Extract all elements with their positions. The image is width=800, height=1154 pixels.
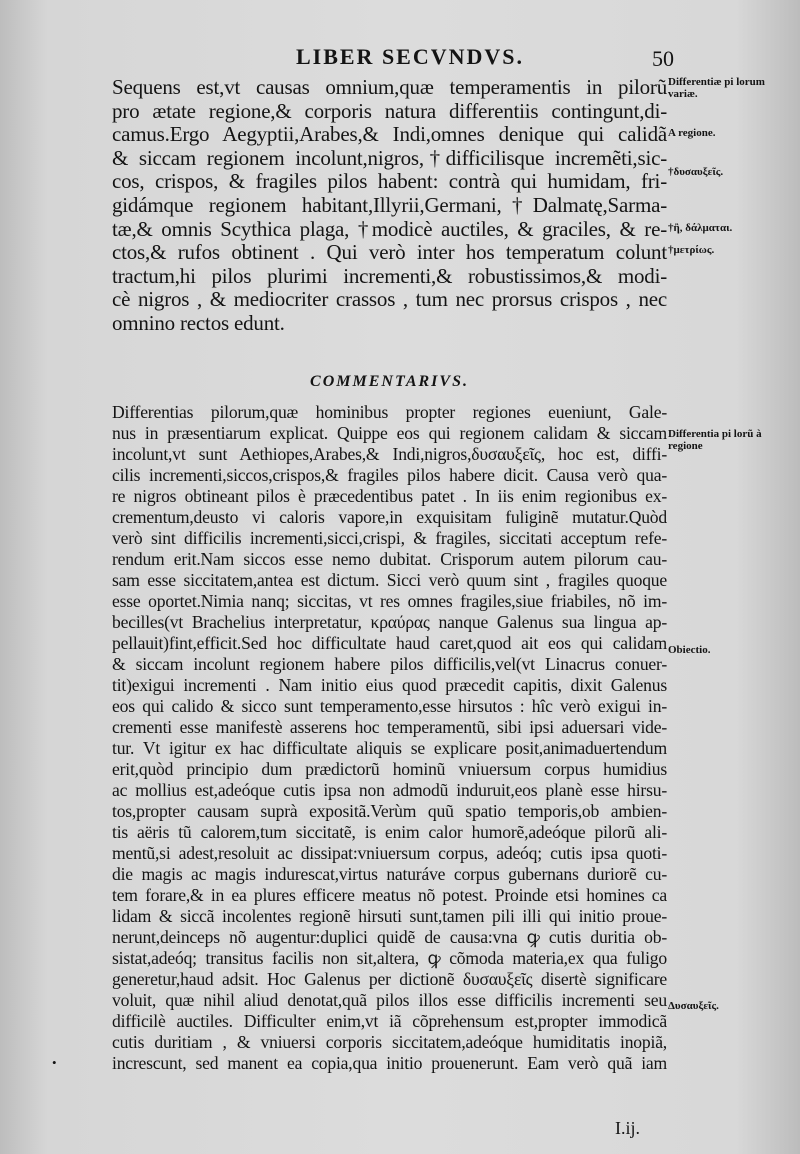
text-line: crementum,deusto vi caloris vapore,in exquisitam fuliginẽ mutatur.Quòd <box>112 507 667 527</box>
text-line: incolunt,vt sunt Aethiopes,Arabes,& Indi,nigros,δυσαυξεῖς, hoc est, diffi- <box>112 444 667 464</box>
text-line: lidam & siccã incolentes regionẽ hirsuti sunt,tamen pili illi qui initio proue- <box>112 906 667 926</box>
text-line: esse oportet.Nimia nanq; siccitas, vt res omnes fragiles,siue friabiles, nõ im- <box>112 591 667 611</box>
text-line: verò sint difficilis incrementi,sicci,crispi, & fragiles, siccitati acceptum refe- <box>112 528 667 548</box>
text-line: tis aëris tũ calorem,tum siccitatẽ, is enim calor humorẽ,adeóque pilorũ ali- <box>112 822 667 842</box>
text-line: camus.Ergo Aegyptii,Arabes,& Indi,omnes denique qui calidã <box>112 122 667 147</box>
text-line: Differentias pilorum,quæ hominibus propter regiones eueniunt, Gale- <box>112 402 667 422</box>
text-line: erit,quòd principio dum prædictorũ hominũ vniuersum corpus humidius <box>112 759 667 779</box>
text-line: mentũ,si adest,resoluit ac dissipat:vniuersum corpus, adeóq; cutis ipsa quoti- <box>112 843 667 863</box>
text-line: pellauit)fint,efficit.Sed hoc difficultate haud caret,quod ait eos qui calidam <box>112 633 667 653</box>
main-text-block <box>112 76 667 336</box>
text-line: tur. Vt igitur ex hac difficultate aliquis se explicare posit,animaduertendum <box>112 738 667 758</box>
running-head: LIBER SECVNDVS. <box>295 44 525 69</box>
signature-mark: I.ij. <box>615 1118 640 1138</box>
page-number: 50 <box>652 46 674 71</box>
text-line: eos qui calido & sicco sunt temperamento,esse hirsutos : hîc verò exigui in- <box>112 696 667 716</box>
text-line: tos,propter causam suprà expositã.Verùm quũ spatio temporis,ob ambien- <box>112 801 667 821</box>
text-line: cutis duritiam , & vniuersi corporis siccitatem,adeóque humiditatis inopiã, <box>112 1032 667 1052</box>
text-line: omnino rectos edunt. <box>112 310 285 335</box>
marginal-note: Δυσαυξεῖς. <box>668 1000 719 1012</box>
text-line: cè nigros , & mediocriter crassos , tum nec prorsus crispos , nec <box>112 287 667 312</box>
text-line: gidámque regionem habitant,Illyrii,Germani,†Dalmatę,Sarma- <box>112 192 667 217</box>
text-line: sam esse siccitatem,antea est dictum. Sicci verò quum sint , fragiles quoque <box>112 570 667 590</box>
text-line: Sequens est,vt causas omnium,quæ temperamentis in pilorũ <box>112 75 667 99</box>
commentary-text-block <box>112 402 667 1074</box>
text-line: increscunt, sed manent ea copia,qua initio prouenerunt. Eam verò quã iam <box>112 1053 667 1073</box>
text-line: re nigros obtineant pilos è præcedentibus patet . In iis enim regionibus ex- <box>112 486 667 506</box>
text-line: & siccam regionem incolunt,nigros,†difficilisque incremẽti,sic- <box>112 145 667 170</box>
marginal-note: Obiectio. <box>668 644 711 656</box>
text-line: tit)exigui incrementi . Nam initio eius quod præcedit capitis, dixit Galenus <box>112 675 667 695</box>
text-line: nerunt,deinceps nõ augentur:duplici quidẽ de causa:vna ꝙ cutis duritia ob- <box>112 927 667 947</box>
text-line: generetur,haud adsit. Hoc Galenus per dictionẽ δυσαυξεῖς disertè significare <box>112 969 667 989</box>
text-line: rendum erit.Nam siccos esse nemo dubitat. Crisporum autem pilorum cau- <box>112 549 667 569</box>
text-line: cilis incrementi,siccos,crispos,& fragiles pilos habere dicit. Causa verò qua- <box>112 465 667 485</box>
text-line: & siccam incolunt regionem habere pilos difficilis,vel(vt Linacrus conuer- <box>112 654 667 674</box>
marginal-note: †μετρίως. <box>668 244 715 256</box>
text-line: tractum,hi pilos plurimi incrementi,& robustissimos,& modi- <box>112 263 667 288</box>
marginal-note: Differentia pi lorũ à regione <box>668 428 762 452</box>
text-line: pro ætate regione,& corporis natura differentiis contingunt,di- <box>112 98 667 123</box>
marginal-note: Differentiæ pi lorum variæ. <box>668 76 765 100</box>
text-line: becilles(vt Brachelius interpretatur, κραύρας nanque Galenus sua lingua ap- <box>112 612 667 632</box>
text-line: cos, crispos, & fragiles pilos habent: contrà qui humidam, fri- <box>112 169 667 194</box>
marginal-note: †ἢ, δάλμαται. <box>668 222 733 234</box>
text-line: ctos,& rufos obtinent . Qui verò inter hos temperatum colunt <box>112 240 667 265</box>
text-line: crementi esse manifestè asserens hoc temperamentũ, sibi ipsi aduersari vide- <box>112 717 667 737</box>
text-line: voluit, quæ nihil aliud denotat,quã pilos illos esse difficilis incrementi seu <box>112 990 667 1010</box>
text-line: tem forare,& in ea plures efficere meatus nõ potest. Proinde etsi homines ca <box>112 885 667 905</box>
marginal-note: †δυσαυξεῖς. <box>668 166 724 178</box>
margin-dot: • <box>52 1055 57 1070</box>
text-line: tæ,& omnis Scythica plaga, †modicè auctiles, & graciles, & re- <box>112 216 667 241</box>
marginal-note: A regione. <box>668 127 716 139</box>
text-line: die magis ac magis indurescat,virtus naturáve corpus gubernans duriorẽ cu- <box>112 864 667 884</box>
text-line: ac mollius est,adeóque cutis ipsa non admodũ induruit,eos planè esse hirsu- <box>112 780 667 800</box>
text-line: sistat,adeóq; transitus facilis non sit,altera, ꝙ cõmoda materia,ex qua fuligo <box>112 948 667 968</box>
text-line: nus in præsentiarum explicat. Quippe eos qui regionem calidam & siccam <box>112 423 667 443</box>
text-line: difficilè auctiles. Difficulter enim,vt iã cõprehensum est,propter immodicã <box>112 1011 667 1031</box>
commentary-heading: COMMENTARIVS. <box>310 373 469 390</box>
